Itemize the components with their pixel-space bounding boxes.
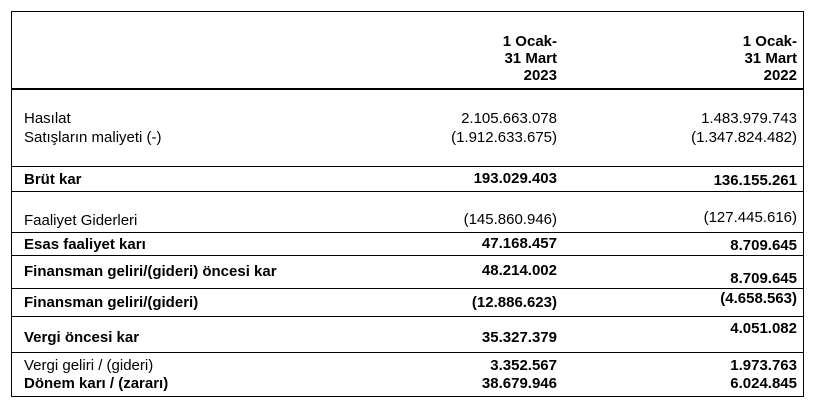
row-divider <box>11 166 804 167</box>
row-divider <box>11 288 804 289</box>
value-2023: 193.029.403 <box>473 170 557 187</box>
value-2023: 35.327.379 <box>481 329 557 346</box>
value-2022: (127.445.616) <box>703 209 797 226</box>
value-2022: (1.347.824.482) <box>691 129 797 146</box>
col-2023-line2: 31 Mart <box>504 50 557 67</box>
row-label: Faaliyet Giderleri <box>24 212 138 229</box>
header-divider <box>11 88 804 90</box>
row-label: Finansman geliri/(gideri) <box>24 294 199 311</box>
col-2022-header <box>743 33 797 84</box>
value-2022: 1.483.979.743 <box>701 110 797 127</box>
col-2023-line3: 2023 <box>523 67 557 84</box>
row-label: Brüt kar <box>24 171 82 188</box>
row-label: Esas faaliyet karı <box>24 236 146 253</box>
value-2023: 3.352.567 <box>490 357 557 374</box>
row-label: Hasılat <box>24 110 71 127</box>
value-2022: (4.658.563) <box>720 290 797 307</box>
value-2023: 2.105.663.078 <box>461 110 557 127</box>
value-2023: 47.168.457 <box>481 235 557 252</box>
row-divider <box>11 255 804 256</box>
row-label: Vergi geliri / (gideri) <box>24 357 154 374</box>
row-label: Vergi öncesi kar <box>24 329 140 346</box>
value-2022: 8.709.645 <box>730 237 797 254</box>
value-2023: 38.679.946 <box>481 375 557 392</box>
value-2023: (1.912.633.675) <box>451 129 557 146</box>
value-2022: 136.155.261 <box>713 172 797 189</box>
value-2022: 8.709.645 <box>730 270 797 287</box>
value-2022: 4.051.082 <box>730 320 797 337</box>
row-divider <box>11 316 804 317</box>
row-label: Satışların maliyeti (-) <box>24 129 162 146</box>
value-2023: (12.886.623) <box>471 294 557 311</box>
value-2023: 48.214.002 <box>481 262 557 279</box>
row-label: Finansman geliri/(gideri) öncesi kar <box>24 263 277 280</box>
col-2022-line3: 2022 <box>763 67 797 84</box>
value-2022: 1.973.763 <box>730 357 797 374</box>
row-divider <box>11 352 804 353</box>
row-divider <box>11 232 804 233</box>
row-label: Dönem karı / (zararı) <box>24 375 169 392</box>
value-2022: 6.024.845 <box>730 375 797 392</box>
col-2023-header <box>503 33 557 84</box>
row-divider <box>11 191 804 192</box>
col-2023-line1: 1 Ocak- <box>502 33 557 50</box>
col-2022-line2: 31 Mart <box>744 50 797 67</box>
col-2022-line1: 1 Ocak- <box>742 33 797 50</box>
value-2023: (145.860.946) <box>463 211 557 228</box>
